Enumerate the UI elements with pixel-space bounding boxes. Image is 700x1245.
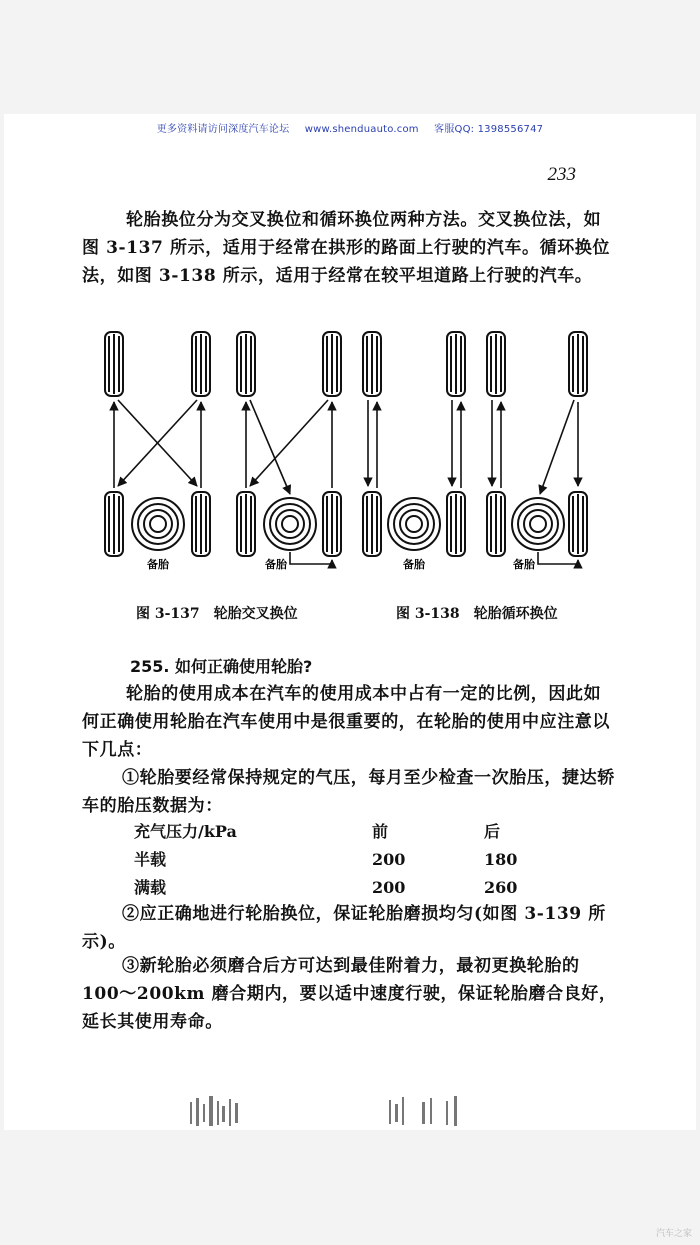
section-paragraph-3: ②应正确地进行轮胎换位，保证轮胎磨损均匀(如图 3-139 所示)。 — [82, 904, 606, 952]
table-cell: 200 — [372, 850, 406, 869]
cross-diagram-2 — [237, 332, 341, 571]
section-paragraph-2: ①轮胎要经常保持规定的气压，每月至少检查一次胎压，捷达轿车的胎压数据为： — [82, 768, 615, 816]
table-cell: 180 — [484, 850, 518, 869]
spare-label-3: 备胎 — [403, 558, 425, 571]
header-url[interactable]: www.shenduauto.com — [304, 124, 419, 135]
spare-label-2: 备胎 — [265, 558, 287, 571]
table-header-cell: 后 — [484, 822, 501, 841]
intro-paragraph: 轮胎换位分为交叉换位和循环换位两种方法。交叉换位法，如图 3-137 所示，适用于经常在拱形的路面上行驶的汽车。循环换位法，如图 3-138 所示，适用于经常在较平坦道路上行驶的汽车。 — [82, 210, 611, 286]
document-page — [4, 114, 696, 1130]
figure-caption-138: 图 3-138 轮胎循环换位 — [396, 606, 558, 622]
table-cell: 半载 — [134, 850, 167, 869]
table-header-row — [134, 818, 534, 846]
table-header-cell: 充气压力/kPa — [134, 822, 237, 841]
table-cell: 满载 — [134, 878, 167, 897]
header-text: 更多资料请访问深度汽车论坛 — [156, 124, 290, 135]
page-number: 233 — [547, 164, 576, 185]
table-header-cell: 前 — [372, 822, 389, 841]
watermark: 汽车之家 — [655, 1229, 692, 1239]
tire-pressure-table — [134, 818, 534, 902]
figure-caption-137: 图 3-137 轮胎交叉换位 — [136, 606, 298, 622]
section-paragraph-4: ③新轮胎必须磨合后方可达到最佳附着力，最初更换轮胎的 100～200km 磨合期内，要以适中速度行驶，保证轮胎磨合良好，延长其使用寿命。 — [82, 956, 617, 1032]
section-title: 255. 如何正确使用轮胎? — [130, 657, 313, 676]
loop-diagram-1 — [363, 332, 465, 571]
tire-rotation-figure — [94, 324, 594, 604]
header-contact: 客服QQ: 1398556747 — [434, 124, 544, 135]
page-header — [4, 120, 696, 135]
cross-diagram-1 — [105, 332, 210, 571]
table-cell: 260 — [484, 878, 518, 897]
scan-artifact — [184, 1092, 474, 1132]
loop-diagram-2 — [487, 332, 587, 571]
table-row — [134, 846, 534, 874]
table-row — [134, 874, 534, 902]
spare-label-1: 备胎 — [147, 558, 169, 571]
spare-label-4: 备胎 — [513, 558, 535, 571]
section-paragraph-1: 轮胎的使用成本在汽车的使用成本中占有一定的比例，因此如何正确使用轮胎在汽车使用中是很重要的，在轮胎的使用中应注意以下几点： — [82, 684, 610, 760]
table-cell: 200 — [372, 878, 406, 897]
